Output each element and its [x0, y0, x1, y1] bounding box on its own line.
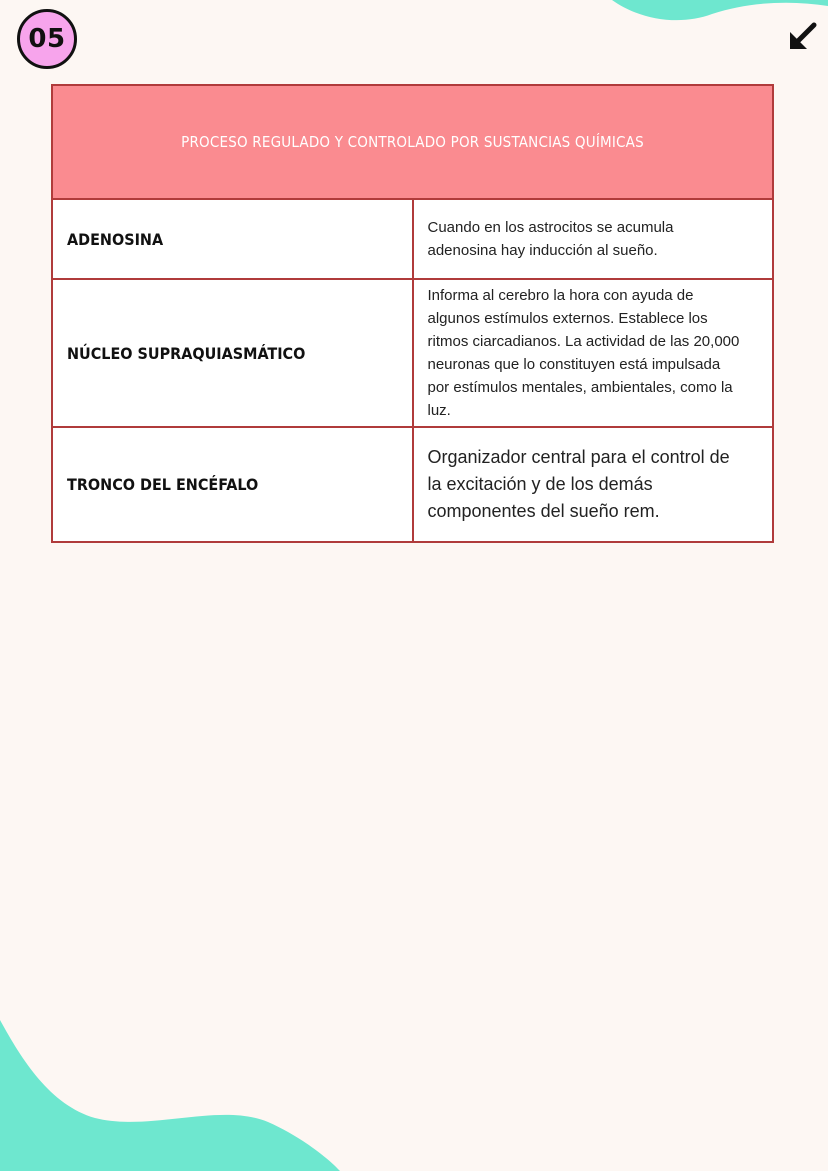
info-table	[51, 84, 774, 543]
bottom-left-blob	[0, 1020, 340, 1171]
table-row	[52, 199, 773, 279]
top-right-blob	[612, 0, 828, 20]
description-cell: Informa al cerebro la hora con ayuda de algunos estímulos externos. Establece los ritmos ciarcadianos. La actividad de las 20,000 neuronas que lo constituyen está impulsada por estímulos mentales, ambientales, como la luz.	[413, 279, 774, 427]
page-number: 05	[28, 24, 66, 54]
description-cell: Cuando en los astrocitos se acumula adenosina hay inducción al sueño.	[413, 199, 774, 279]
description-cell: Organizador central para el control de la excitación y de los demás componentes del sueño rem.	[413, 427, 774, 542]
arrow-down-left-icon	[786, 20, 820, 54]
page-number-badge	[17, 9, 77, 69]
table-row	[52, 279, 773, 427]
term-cell: NÚCLEO SUPRAQUIASMÁTICO	[52, 279, 413, 427]
term-cell: ADENOSINA	[52, 199, 413, 279]
table-header-row	[52, 85, 773, 199]
table-row	[52, 427, 773, 542]
table-header: PROCESO REGULADO Y CONTROLADO POR SUSTANCIAS QUÍMICAS	[52, 85, 773, 199]
term-cell: TRONCO DEL ENCÉFALO	[52, 427, 413, 542]
